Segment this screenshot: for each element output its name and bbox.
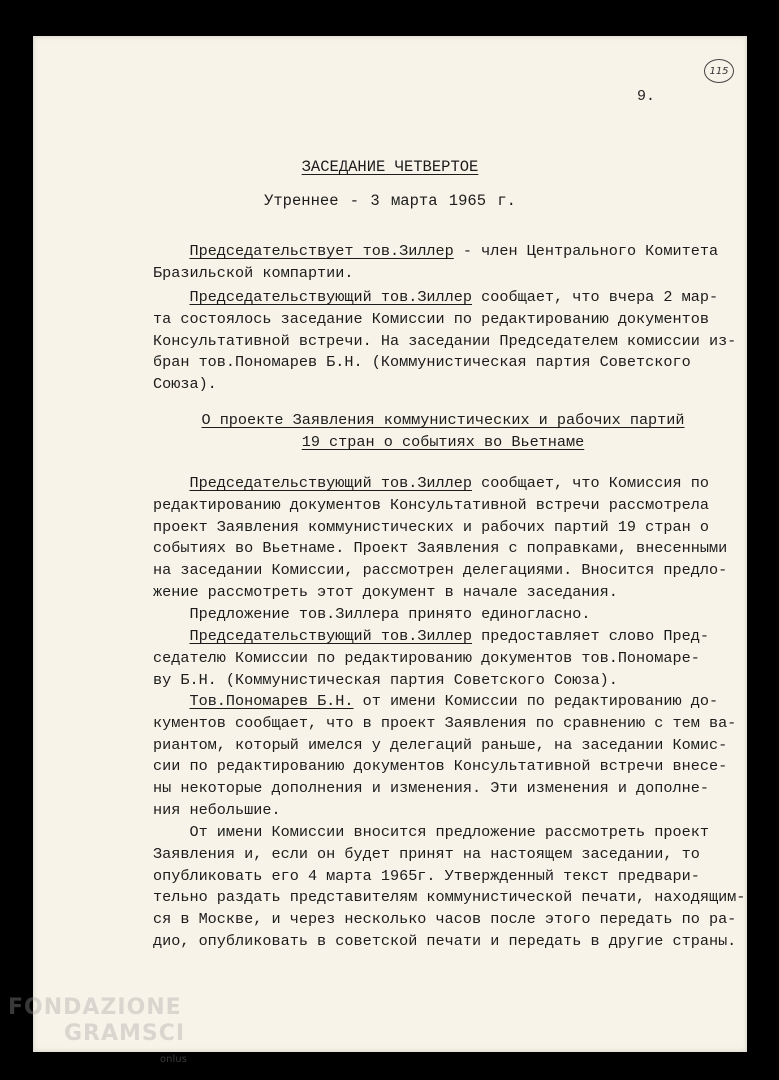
text-line: Консультативной встречи. На заседании Председателем комиссии из- <box>153 331 737 350</box>
text-line: сообщает, что Комиссия по <box>472 474 709 492</box>
section-heading <box>153 409 733 453</box>
paragraph-draft-statement <box>153 473 733 604</box>
underlined-speaker: Председательствующий тов.Зиллер <box>189 288 473 306</box>
heading-line: 19 стран о событиях во Вьетнаме <box>301 433 585 451</box>
watermark-line: onlus <box>160 1054 187 1065</box>
text-line: От имени Комиссии вносится предложение рассмотреть проект <box>189 823 709 841</box>
heading-line: О проекте Заявления коммунистических и рабочих партий <box>201 411 685 429</box>
text-line: ву Б.Н. (Коммунистическая партия Советского Союза). <box>153 670 618 689</box>
watermark-line: FONDAZIONE <box>8 995 182 1020</box>
text-line: ния небольшие. <box>153 800 281 819</box>
text-line: жение рассмотреть этот документ в начале заседания. <box>153 582 618 601</box>
page-number: 9. <box>637 88 656 105</box>
text-line: опубликовать его 4 марта 1965г. Утвержденный текст предвари- <box>153 866 700 885</box>
text-line: событиях во Вьетнаме. Проект Заявления с поправками, внесенными <box>153 539 728 558</box>
session-date: Утреннее - 3 марта 1965 г. <box>264 192 516 210</box>
archive-stamp <box>704 59 734 83</box>
text-line: - член Центрального Комитета <box>453 242 719 260</box>
underlined-speaker: Председательствующий тов.Зиллер <box>189 474 473 492</box>
text-line: седателю Комиссии по редактированию документов тов.Пономаре- <box>153 648 700 667</box>
text-line: от имени Комиссии по редактированию до- <box>353 692 719 710</box>
text-line: Предложение тов.Зиллера принято единогласно. <box>189 605 591 623</box>
text-line: проект Заявления коммунистических и рабочих партий 19 стран о <box>153 517 709 536</box>
watermark-line: GRAMSCI <box>64 1021 186 1046</box>
text-line: на заседании Комиссии, рассмотрен делегациями. Вносится предло- <box>153 561 728 580</box>
text-line: кументов сообщает, что в проект Заявления по сравнению с тем ва- <box>153 713 737 732</box>
text-line: Союза). <box>153 375 217 394</box>
text-line: дио, опубликовать в советской печати и передать в другие страны. <box>153 931 737 950</box>
underlined-speaker: Председательствует тов.Зиллер <box>189 242 454 260</box>
paragraph-floor-given <box>153 626 733 691</box>
text-line: Бразильской компартии. <box>153 263 354 282</box>
archive-number: 115 <box>709 65 729 77</box>
paragraph-commission-meeting <box>153 287 737 396</box>
text-line: редактированию документов Консультативной встречи рассмотрела <box>153 495 709 514</box>
text-line: сообщает, что вчера 2 мар- <box>472 288 719 306</box>
text-line: тельно раздать представителям коммунистической печати, находящим- <box>153 888 746 907</box>
text-line: сии по редактированию документов Консультативной встречи внесе- <box>153 757 728 776</box>
paragraph-publication-proposal <box>153 822 746 953</box>
underlined-speaker: Председательствующий тов.Зиллер <box>189 627 473 645</box>
document-title <box>33 158 747 176</box>
underlined-speaker: Тов.Пономарев Б.Н. <box>189 692 354 710</box>
document-page <box>33 36 747 1052</box>
text-line: ся в Москве, и через несколько часов после этого передать по ра- <box>153 910 737 929</box>
paragraph-accepted <box>153 604 733 626</box>
text-line: риантом, который имелся у делегаций раньше, на заседании Комис- <box>153 735 728 754</box>
paragraph-ponomarev-report <box>153 691 737 822</box>
text-line: бран тов.Пономарев Б.Н. (Коммунистическая партия Советского <box>153 353 691 372</box>
paragraph-chairman <box>153 241 733 285</box>
text-line: ны некоторые дополнения и изменения. Эти изменения и дополне- <box>153 779 709 798</box>
fondazione-gramsci-watermark <box>8 995 187 1065</box>
text-line: Заявления и, если он будет принят на настоящем заседании, то <box>153 844 700 863</box>
text-line: та состоялось заседание Комиссии по редактированию документов <box>153 309 709 328</box>
title-text: ЗАСЕДАНИЕ ЧЕТВЕРТОЕ <box>301 158 479 176</box>
text-line: предоставляет слово Пред- <box>472 627 709 645</box>
